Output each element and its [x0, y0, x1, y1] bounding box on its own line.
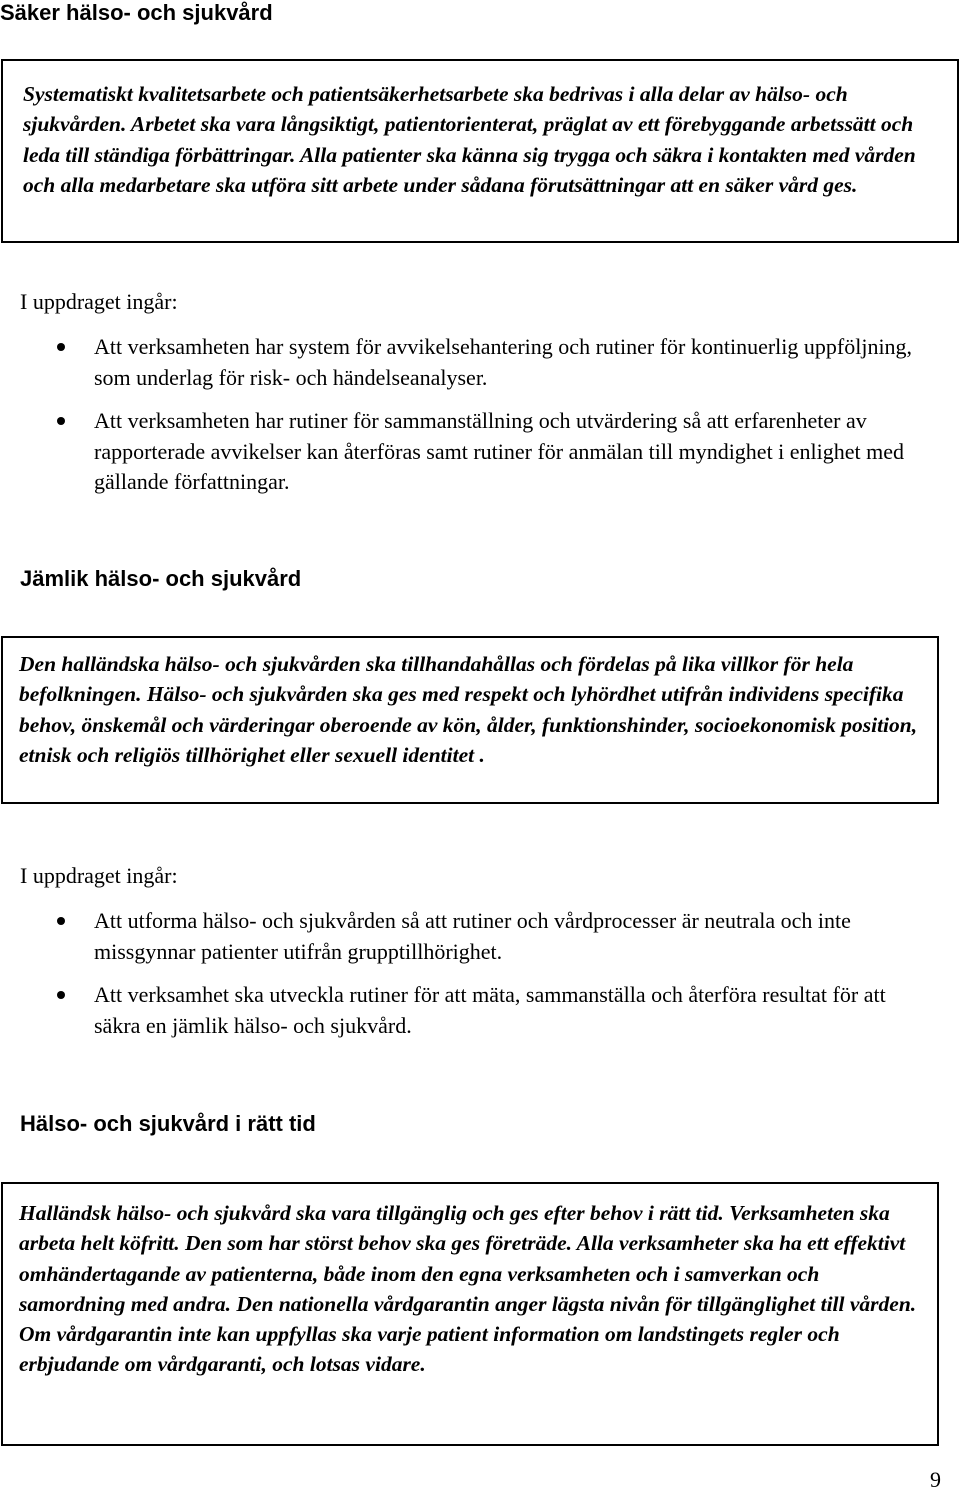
assignment-intro: I uppdraget ingår: — [20, 863, 178, 888]
bullet-icon — [57, 991, 65, 999]
principle-text: Systematiskt kvalitetsarbete och patientsäkerhetsarbete ska bedrivas i alla delar av hälso- och sjukvården. Arbetet ska vara långsiktigt, patientorienterat, präglat av ett förebyggande arbetssätt och leda till ständiga förbättringar. Alla patienter ska känna sig trygga och säkra i kontakten med vården och alla medarbetare ska utföra sitt arbete under sådana förutsättningar att en säker vård ges. — [23, 82, 916, 197]
assignment-list — [0, 332, 950, 498]
list-item-text: Att verksamheten har system för avvikelsehantering och rutiner för kontinuerlig uppföljning, som underlag för risk- och händelseanalyser. — [94, 334, 913, 390]
list-item — [0, 406, 950, 498]
principle-text: Halländsk hälso- och sjukvård ska vara tillgänglig och ges efter behov i rätt tid. Verksamheten ska arbeta helt köfritt. Den som har störst behov ska ges företräde. Alla verksamheter ska ha ett effektivt omhändertagande av patienterna, både inom den egna verksamheten och i samverkan och samordning med andra. Den nationella vårdgarantin anger lägsta nivån för tillgänglighet till vården. Om vårdgarantin inte kan uppfyllas ska varje patient information om landstingets regler och erbjudande om vårdgaranti, och lotsas vidare. — [19, 1201, 917, 1377]
assignment-intro: I uppdraget ingår: — [20, 289, 178, 314]
list-item — [0, 906, 930, 967]
bullet-icon — [57, 917, 65, 925]
list-item-text: Att verksamheten har rutiner för sammanställning och utvärdering så att erfarenheter av rapporterade avvikelser kan återföras samt rutiner för anmälan till myndighet i enlighet med gällande författningar. — [94, 408, 905, 494]
assignment-list — [0, 906, 930, 1041]
principle-box-saker — [1, 59, 959, 243]
principle-box-jamlik — [1, 636, 939, 804]
list-item-text: Att utforma hälso- och sjukvården så att rutiner och vårdprocesser är neutrala och inte missgynnar patienter utifrån grupptillhörighet. — [94, 908, 851, 964]
section-heading-saker: Säker hälso- och sjukvård — [0, 0, 273, 25]
page-number: 9 — [930, 1467, 941, 1492]
bullet-icon — [57, 417, 65, 425]
list-item — [0, 980, 930, 1041]
bullet-icon — [57, 343, 65, 351]
section-heading-jamlik: Jämlik hälso- och sjukvård — [20, 566, 302, 591]
principle-text: Den halländska hälso- och sjukvården ska tillhandahållas och fördelas på lika villkor för hela befolkningen. Hälso- och sjukvården ska ges med respekt och lyhördhet utifrån individens specifika behov, önskemål och värderingar oberoende av kön, ålder, funktionshinder, socioekonomisk position, etnisk och religiös tillhörighet eller sexuell identitet . — [19, 652, 918, 767]
section-heading-ratt-tid: Hälso- och sjukvård i rätt tid — [20, 1111, 316, 1136]
list-item — [0, 332, 950, 393]
list-item-text: Att verksamhet ska utveckla rutiner för att mäta, sammanställa och återföra resultat för att säkra en jämlik hälso- och sjukvård. — [94, 982, 886, 1038]
principle-box-ratt-tid — [1, 1182, 939, 1446]
